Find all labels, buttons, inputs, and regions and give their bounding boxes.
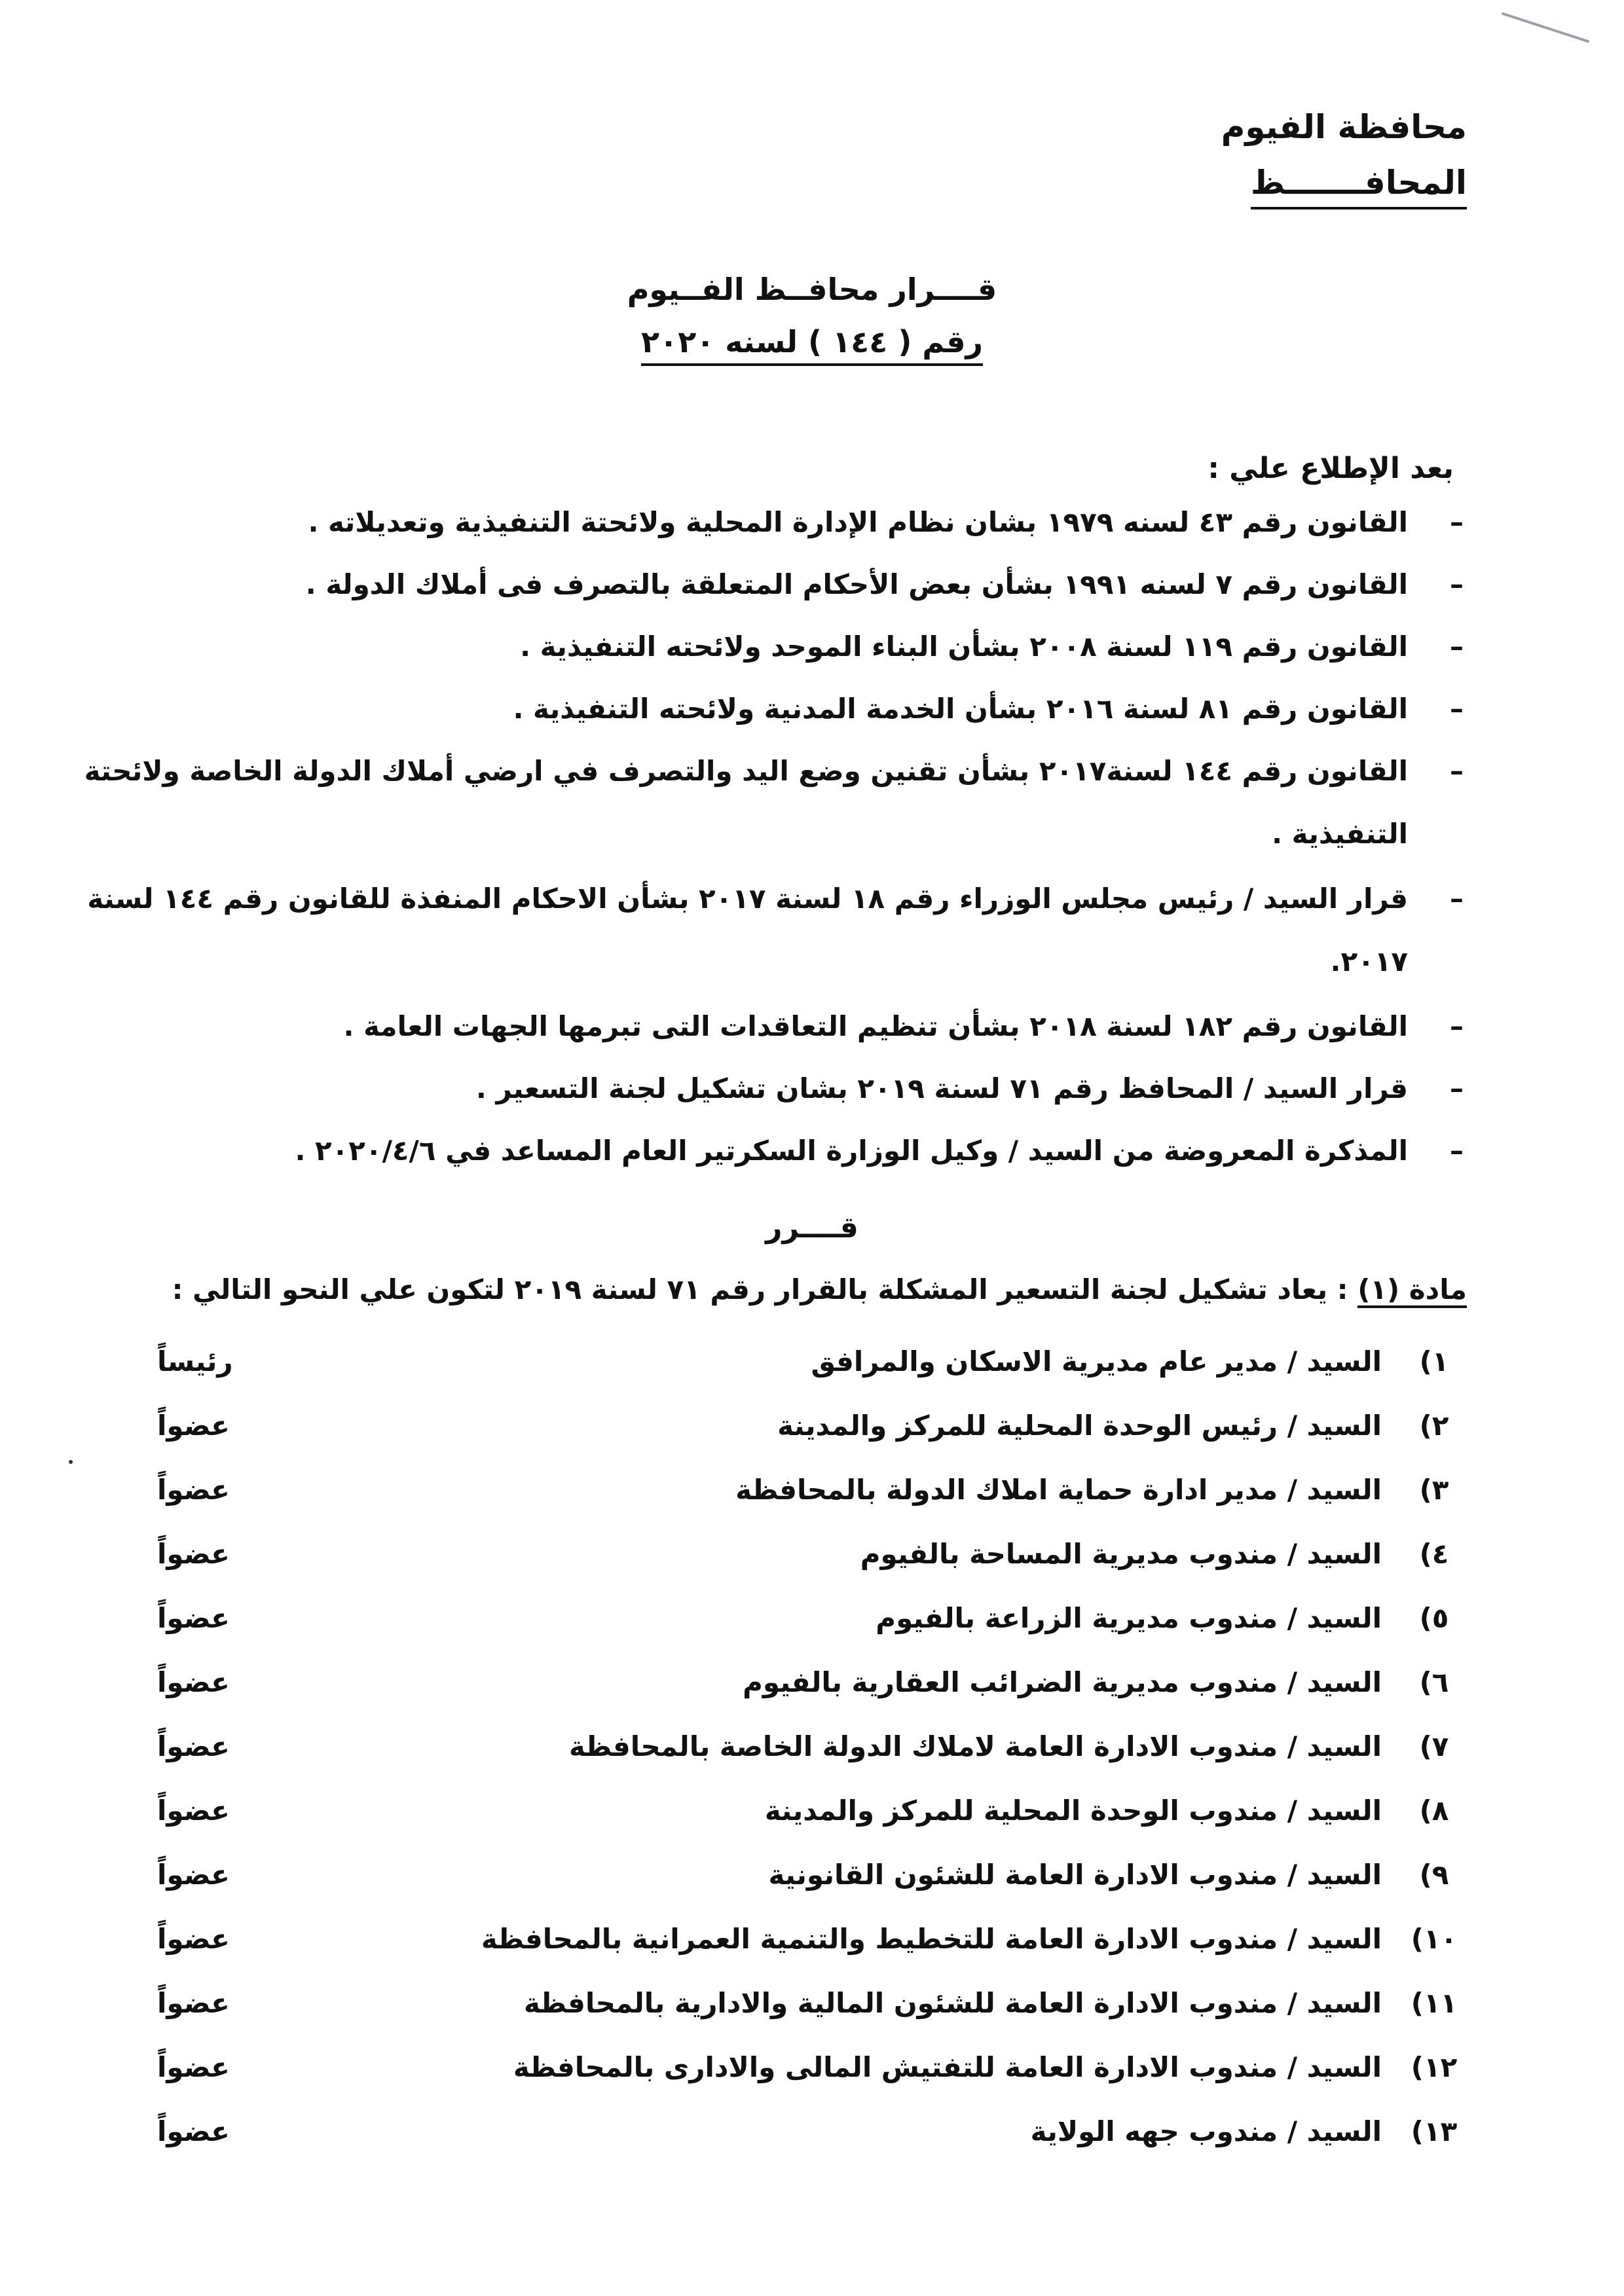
article-1	[172, 1273, 1467, 1305]
reference-item	[65, 491, 1464, 554]
member-number: ٨)	[1419, 1795, 1449, 1827]
bullet-dash: –	[1450, 1010, 1464, 1042]
member-name: السيد / مندوب الادارة العامة لاملاك الدولة الخاصة بالمحافظة	[568, 1730, 1382, 1762]
member-role: عضواً	[157, 1795, 230, 1827]
reference-item	[65, 553, 1464, 616]
member-role: عضواً	[157, 1859, 230, 1891]
reference-text: القانون رقم ٧ لسنه ١٩٩١ بشأن بعض الأحكام المتعلقة بالتصرف فى أملاك الدولة .	[305, 568, 1408, 600]
committee-member-row	[157, 1859, 1460, 1904]
reference-item	[65, 867, 1464, 993]
member-number: ٩)	[1419, 1859, 1449, 1891]
article-label: مادة (١)	[1357, 1273, 1467, 1308]
member-role: عضواً	[157, 1923, 230, 1955]
reference-text: القانون رقم ١٨٢ لسنة ٢٠١٨ بشأن تنظيم التعاقدات التى تبرمها الجهات العامة .	[343, 1010, 1408, 1042]
committee-member-row	[157, 1410, 1460, 1455]
member-name: السيد / مندوب مديرية المساحة بالفيوم	[860, 1538, 1382, 1570]
committee-member-row	[157, 1730, 1460, 1776]
bullet-dash: –	[1450, 1135, 1464, 1167]
member-name: السيد / مندوب الوحدة المحلية للمركز والمدينة	[764, 1795, 1382, 1827]
article-text: : يعاد تشكيل لجنة التسعير المشكلة بالقرار رقم ٧١ لسنة ٢٠١٩ لتكون علي النحو التالي :	[172, 1273, 1348, 1305]
reference-item	[65, 1120, 1464, 1182]
member-role: عضواً	[157, 1730, 230, 1762]
bullet-dash: –	[1450, 755, 1464, 787]
governor-office: المحافـــــــظ	[1251, 164, 1467, 210]
reference-item	[65, 615, 1464, 678]
member-number: ١)	[1419, 1345, 1449, 1377]
committee-member-row	[157, 1602, 1460, 1648]
intro-text: بعد الإطلاع علي :	[1208, 452, 1454, 485]
reference-text: قرار السيد / رئيس مجلس الوزراء رقم ١٨ لسنة ٢٠١٧ بشأن الاحكام المنفذة للقانون رقم ١٤٤ لسنة ٢٠١٧.	[87, 883, 1408, 977]
reference-item	[65, 1057, 1464, 1120]
committee-member-row	[157, 1474, 1460, 1520]
reference-item	[65, 995, 1464, 1058]
governorate-name: محافظة الفيوم	[1221, 108, 1467, 146]
member-name: السيد / مدير عام مديرية الاسكان والمرافق	[811, 1345, 1382, 1377]
member-number: ١٣)	[1411, 2115, 1458, 2147]
bullet-dash: –	[1450, 568, 1464, 600]
bullet-dash: –	[1450, 1072, 1464, 1104]
scan-dot	[69, 1460, 73, 1464]
committee-member-row	[157, 1923, 1460, 1969]
member-number: ٢)	[1419, 1410, 1449, 1442]
member-number: ٤)	[1419, 1538, 1449, 1570]
committee-member-row	[157, 2115, 1460, 2161]
bullet-dash: –	[1450, 883, 1464, 915]
committee-member-row	[157, 1666, 1460, 1712]
reference-item	[65, 740, 1464, 866]
decree-title: قــــرار محافــظ الفــيوم	[627, 272, 997, 307]
member-name: السيد / رئيس الوحدة المحلية للمركز والمدينة	[777, 1410, 1382, 1442]
committee-member-row	[157, 1345, 1460, 1391]
committee-member-row	[157, 2051, 1460, 2097]
member-number: ٧)	[1419, 1730, 1449, 1762]
reference-item	[65, 678, 1464, 740]
committee-member-row	[157, 1538, 1460, 1584]
reference-text: القانون رقم ١١٩ لسنة ٢٠٠٨ بشأن البناء الموحد ولائحته التنفيذية .	[520, 630, 1408, 663]
member-role: عضواً	[157, 1987, 230, 2019]
member-role: عضواً	[157, 2115, 230, 2147]
reference-text: قرار السيد / المحافظ رقم ٧١ لسنة ٢٠١٩ بشان تشكيل لجنة التسعير .	[475, 1072, 1408, 1104]
member-name: السيد / مدير ادارة حماية املاك الدولة بالمحافظة	[735, 1474, 1382, 1506]
member-name: السيد / مندوب جهه الولاية	[1030, 2115, 1382, 2147]
member-role: عضواً	[157, 1410, 230, 1442]
member-name: السيد / مندوب مديرية الزراعة بالفيوم	[876, 1602, 1382, 1634]
member-name: السيد / مندوب الادارة العامة للشئون المالية والادارية بالمحافظة	[523, 1987, 1382, 2019]
committee-member-row	[157, 1795, 1460, 1840]
member-name: السيد / مندوب الادارة العامة للتفتيش المالى والادارى بالمحافظة	[513, 2051, 1382, 2083]
member-role: عضواً	[157, 2051, 230, 2083]
member-number: ١٠)	[1411, 1923, 1458, 1955]
reference-text: المذكرة المعروضة من السيد / وكيل الوزارة السكرتير العام المساعد في ٢٠٢٠/٤/٦ .	[295, 1135, 1408, 1167]
bullet-dash: –	[1450, 630, 1464, 663]
member-role: عضواً	[157, 1474, 230, 1506]
reference-text: القانون رقم ١٤٤ لسنة٢٠١٧ بشأن تقنين وضع اليد والتصرف في ارضي أملاك الدولة الخاصة ولائحتة التنفيذية .	[84, 755, 1408, 850]
member-number: ٦)	[1419, 1666, 1449, 1698]
committee-member-row	[157, 1987, 1460, 2033]
decree-number	[0, 324, 1624, 359]
member-name: السيد / مندوب الادارة العامة للتخطيط والتنمية العمرانية بالمحافظة	[481, 1923, 1382, 1955]
scan-artifact	[1502, 12, 1589, 43]
member-role: عضواً	[157, 1538, 230, 1570]
member-number: ١٢)	[1411, 2051, 1458, 2083]
member-role: عضواً	[157, 1602, 230, 1634]
bullet-dash: –	[1450, 693, 1464, 725]
decree-number-text: رقم ( ١٤٤ ) لسنه ٢٠٢٠	[641, 324, 983, 366]
decision-heading: قــــرر	[766, 1211, 858, 1245]
reference-text: القانون رقم ٤٣ لسنه ١٩٧٩ بشان نظام الإدارة المحلية ولائحتة التنفيذية وتعديلاته .	[308, 506, 1408, 538]
member-number: ٣)	[1419, 1474, 1449, 1506]
member-role: عضواً	[157, 1666, 230, 1698]
member-number: ٥)	[1419, 1602, 1449, 1634]
member-name: السيد / مندوب مديرية الضرائب العقارية بالفيوم	[743, 1666, 1382, 1698]
member-number: ١١)	[1411, 1987, 1458, 2019]
member-name: السيد / مندوب الادارة العامة للشئون القانونية	[768, 1859, 1382, 1891]
member-role: رئيساً	[157, 1345, 233, 1377]
reference-text: القانون رقم ٨١ لسنة ٢٠١٦ بشأن الخدمة المدنية ولائحته التنفيذية .	[513, 693, 1408, 725]
bullet-dash: –	[1450, 506, 1464, 538]
